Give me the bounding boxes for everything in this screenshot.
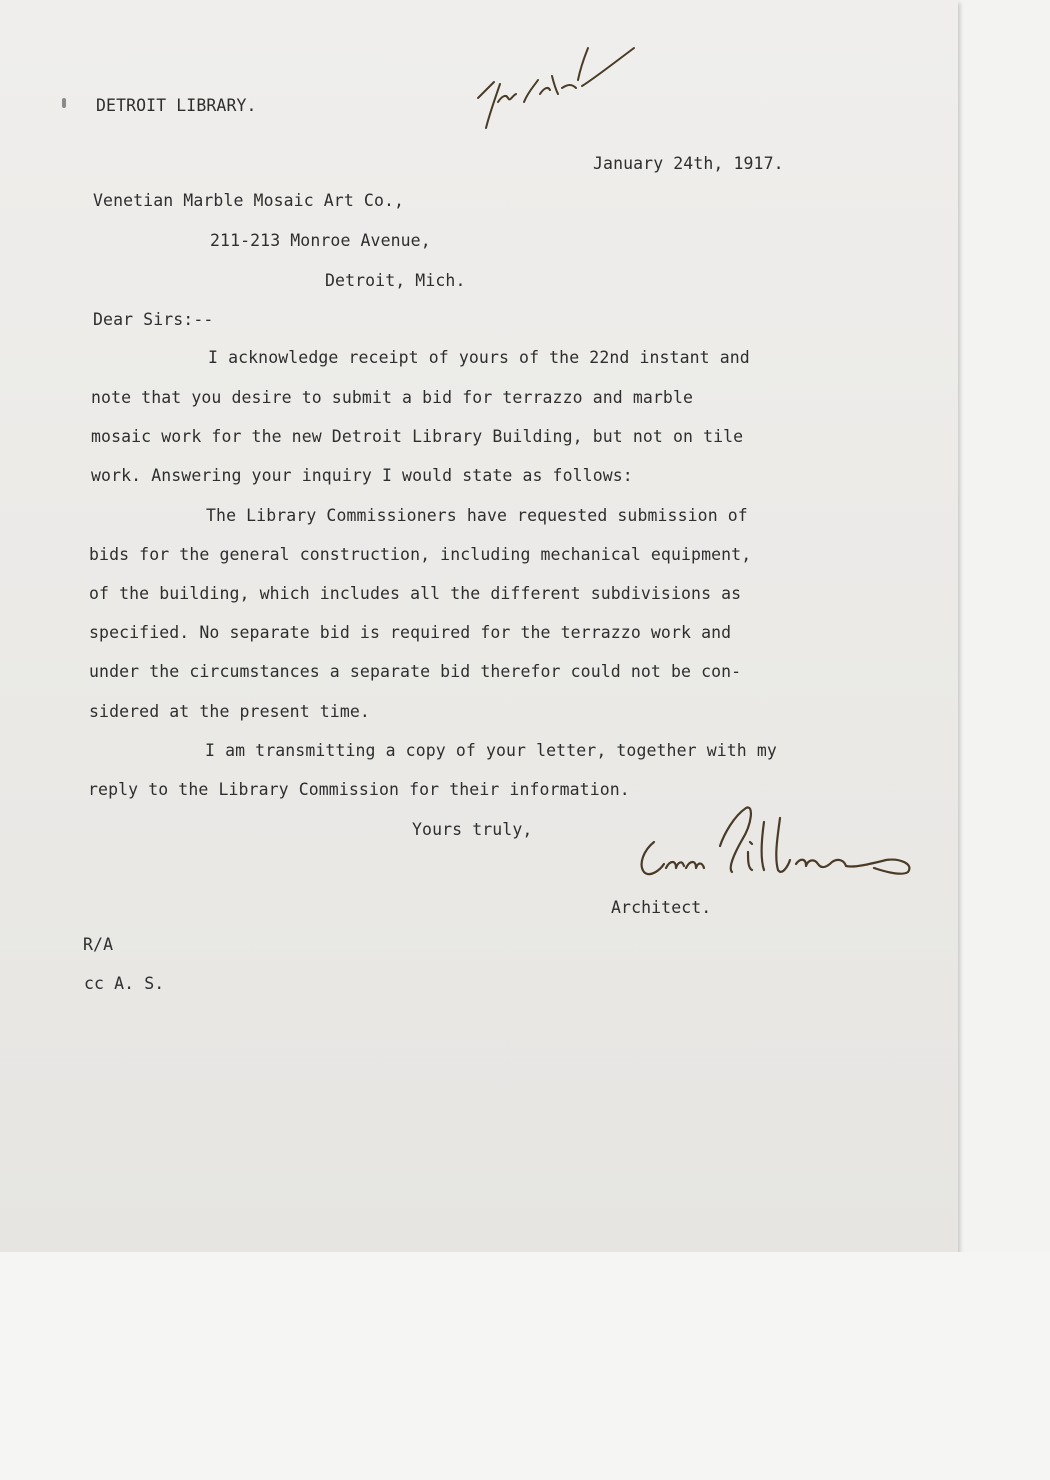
letterhead: DETROIT LIBRARY.	[96, 96, 257, 115]
closing: Yours truly,	[412, 820, 533, 839]
initials: R/A	[83, 935, 114, 954]
signer-title: Architect.	[611, 898, 712, 917]
recipient-street: 211-213 Monroe Avenue,	[210, 231, 431, 250]
paragraph-line: reply to the Library Commission for their information.	[88, 780, 630, 799]
paragraph-line: sidered at the present time.	[89, 702, 370, 721]
paragraph-line: under the circumstances a separate bid therefor could not be con-	[89, 662, 742, 681]
handwritten-note-scribble	[468, 36, 638, 132]
paragraph-line: mosaic work for the new Detroit Library Building, but not on tile	[91, 427, 744, 446]
paragraph-line: note that you desire to submit a bid for terrazzo and marble	[91, 388, 694, 407]
carbon-copy: cc A. S.	[84, 974, 165, 993]
salutation: Dear Sirs:--	[93, 310, 214, 329]
recipient-city: Detroit, Mich.	[325, 271, 466, 290]
paragraph-line: I am transmitting a copy of your letter, together with my	[205, 741, 777, 760]
paragraph-line: of the building, which includes all the different subdivisions as	[89, 584, 742, 603]
paragraph-line: I acknowledge receipt of yours of the 22nd instant and	[208, 348, 750, 367]
paragraph-line: The Library Commissioners have requested submission of	[206, 506, 748, 525]
signature-scribble	[624, 806, 920, 896]
paragraph-line: work. Answering your inquiry I would state as follows:	[91, 466, 633, 485]
paragraph-line: bids for the general construction, including mechanical equipment,	[89, 545, 752, 564]
margin-mark	[62, 98, 66, 108]
recipient-name: Venetian Marble Mosaic Art Co.,	[93, 191, 405, 210]
background-below-sheet	[0, 1252, 1050, 1480]
paragraph-line: specified. No separate bid is required for the terrazzo work and	[89, 623, 732, 642]
letter-date: January 24th, 1917.	[593, 154, 784, 173]
